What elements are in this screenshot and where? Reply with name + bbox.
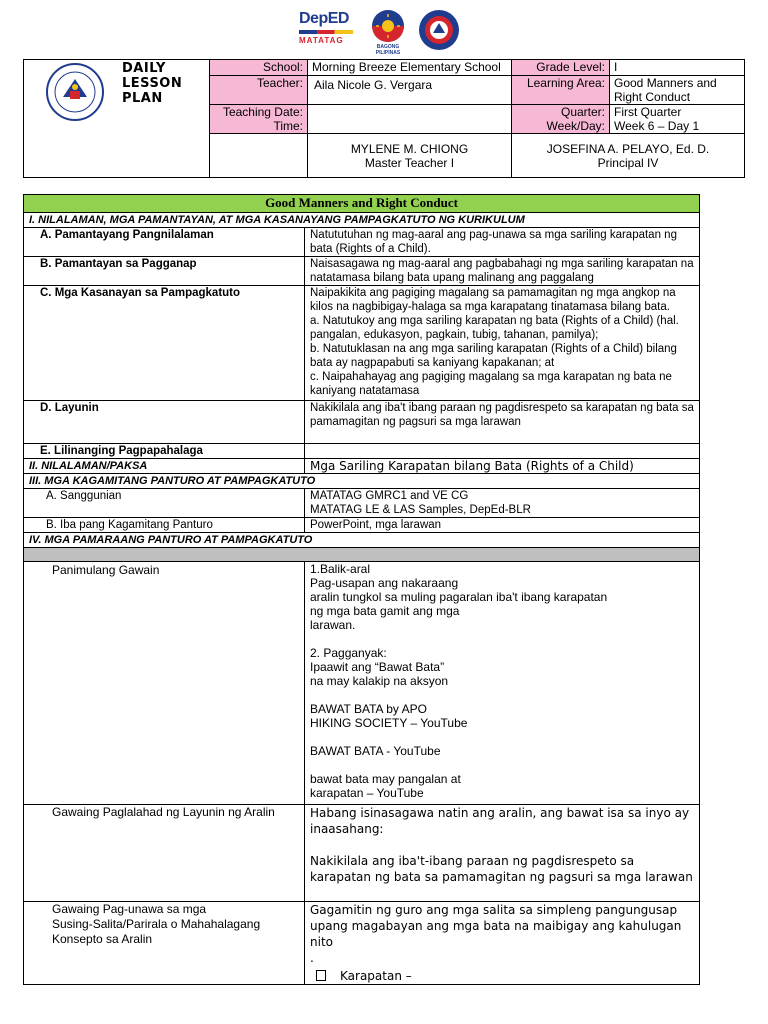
- bullet-box-icon: [316, 970, 326, 981]
- objective-activity-value: Habang isinasagawa natin ang aralin, ang bawat isa sa inyo ay inaasahang: Nakikilala ang iba't-ibang paraan ng pagdisrespeto sa karapatan ng bata sa pamamagitan ng pagsuri sa mga larawan: [305, 805, 700, 902]
- karapatan-term: Karapatan –: [340, 969, 412, 983]
- quarter-value: First Quarter Week 6 – Day 1: [610, 105, 745, 134]
- grade-label: Grade Level:: [512, 60, 610, 76]
- section-4-heading: IV. MGA PAMARAANG PANTURO AT PAMPAGKATUTO: [24, 533, 700, 548]
- content-standard-label: A. Pamantayang Pangnilalaman: [24, 228, 305, 257]
- logo-bar: [0, 8, 768, 56]
- topic-value: Mga Sariling Karapatan bilang Bata (Rights of a Child): [305, 459, 700, 474]
- school-label: School:: [210, 60, 308, 76]
- other-materials-label: B. Iba pang Kagamitang Panturo: [24, 518, 305, 533]
- deped-seal-icon: [46, 63, 104, 124]
- teacher-label: Teacher:: [210, 76, 308, 105]
- section-3-heading: III. MGA KAGAMITANG PANTURO AT PAMPAGKATUTO: [24, 474, 700, 489]
- gray-divider: [24, 548, 700, 562]
- deped-matatag-logo: DepED MATATAG: [299, 10, 353, 50]
- dlp-title: DAILY LESSON PLAN: [122, 61, 183, 106]
- intro-activity-label: Panimulang Gawain: [24, 562, 305, 805]
- intro-activity-value: 1.Balik-aral Pag-usapan ang nakaraang aralin tungkol sa muling pagaralan iba't ibang karapatan ng mga bata gamit ang mga larawan. 2. Pagganyak: Ipaawit ang “Bawat Bata” na may kalakip na aksyon BAWAT BATA by APO HIKING SOCIETY – YouTube BAWAT BATA - YouTube bawat bata may pangalan at karapatan – YouTube: [305, 562, 700, 805]
- objective-label: D. Layunin: [24, 401, 305, 444]
- values-label: E. Lilinanging Pagpapahalaga: [24, 444, 305, 459]
- principal-signer: JOSEFINA A. PELAYO, Ed. D. Principal IV: [512, 134, 745, 178]
- lesson-title: Good Manners and Right Conduct: [24, 195, 700, 213]
- performance-standard-label: B. Pamantayan sa Pagganap: [24, 257, 305, 286]
- teacher-value: Aila Nicole G. Vergara: [308, 76, 512, 105]
- objective-value: Nakikilala ang iba't ibang paraan ng pagdisrespeto sa karapatan ng bata sa pamamagitan ng pagsuri sa mga larawan: [305, 401, 700, 444]
- objective-activity-label: Gawaing Paglalahad ng Layunin ng Aralin: [24, 805, 305, 902]
- grade-value: I: [610, 60, 745, 76]
- signer-blank: [210, 134, 308, 178]
- dlp-logo-cell: [24, 60, 210, 178]
- competencies-value: Naipakikita ang pagiging magalang sa pamamagitan ng mga angkop na kilos na nagbibigay-halaga sa mga karapatang tinatamasa bilang bata. a. Natutukoy ang mga sariling karapatan ng bata (Rights of a Child) (hal. pangalan, edukasyon, pagkain, tubig, tahanan, pamilya); b. Natutuklasan na ang mga sariling karapatan (Rights of a Child) bilang bata ay nagpapabuti sa kaniyang kapakanan; at c. Naipahahayag ang pagiging magalang sa mga karapatan ng bata ne kaniyang natatamasa: [305, 286, 700, 401]
- references-label: A. Sanggunian: [24, 489, 305, 518]
- lesson-table: [23, 194, 700, 985]
- date-label: Teaching Date: Time:: [210, 105, 308, 134]
- references-value: MATATAG GMRC1 and VE CG MATATAG LE & LAS Samples, DepEd-BLR: [305, 489, 700, 518]
- competencies-label: C. Mga Kasanayan sa Pampagkatuto: [24, 286, 305, 401]
- section-2-heading: II. NILALAMAN/PAKSA: [24, 459, 305, 474]
- master-teacher-signer: MYLENE M. CHIONG Master Teacher I: [308, 134, 512, 178]
- performance-standard-value: Naisasagawa ng mag-aaral ang pagbabahagi ng mga sariling karapatan na natatamasa bilang bata upang malinang ang paggalang: [305, 257, 700, 286]
- date-value: [308, 105, 512, 134]
- other-materials-value: PowerPoint, mga larawan: [305, 518, 700, 533]
- school-seal-logo: [418, 9, 460, 56]
- header-table: [23, 59, 745, 178]
- key-concepts-value: [305, 902, 700, 985]
- content-standard-value: Natututuhan ng mag-aaral ang pag-unawa sa mga sariling karapatan ng bata (Rights of a Child).: [305, 228, 700, 257]
- key-concepts-bullet: [310, 968, 694, 984]
- key-concepts-label: Gawaing Pag-unawa sa mga Susing-Salita/Parirala o Mahahalagang Konsepto sa Aralin: [24, 902, 305, 985]
- area-label: Learning Area:: [512, 76, 610, 105]
- values-value: [305, 444, 700, 459]
- bagong-pilipinas-logo: BAGONG PILIPINAS: [364, 8, 412, 57]
- school-value: Morning Breeze Elementary School: [308, 60, 512, 76]
- key-concepts-text: Gagamitin ng guro ang mga salita sa simpleng pangungusap upang magabayan ang mga bata na maibigay ang kahulugan nito .: [310, 903, 682, 965]
- area-value: Good Manners and Right Conduct: [610, 76, 745, 105]
- quarter-label: Quarter: Week/Day:: [512, 105, 610, 134]
- section-1-heading: I. NILALAMAN, MGA PAMANTAYAN, AT MGA KASANAYANG PAMPAGKATUTO NG KURIKULUM: [24, 213, 700, 228]
